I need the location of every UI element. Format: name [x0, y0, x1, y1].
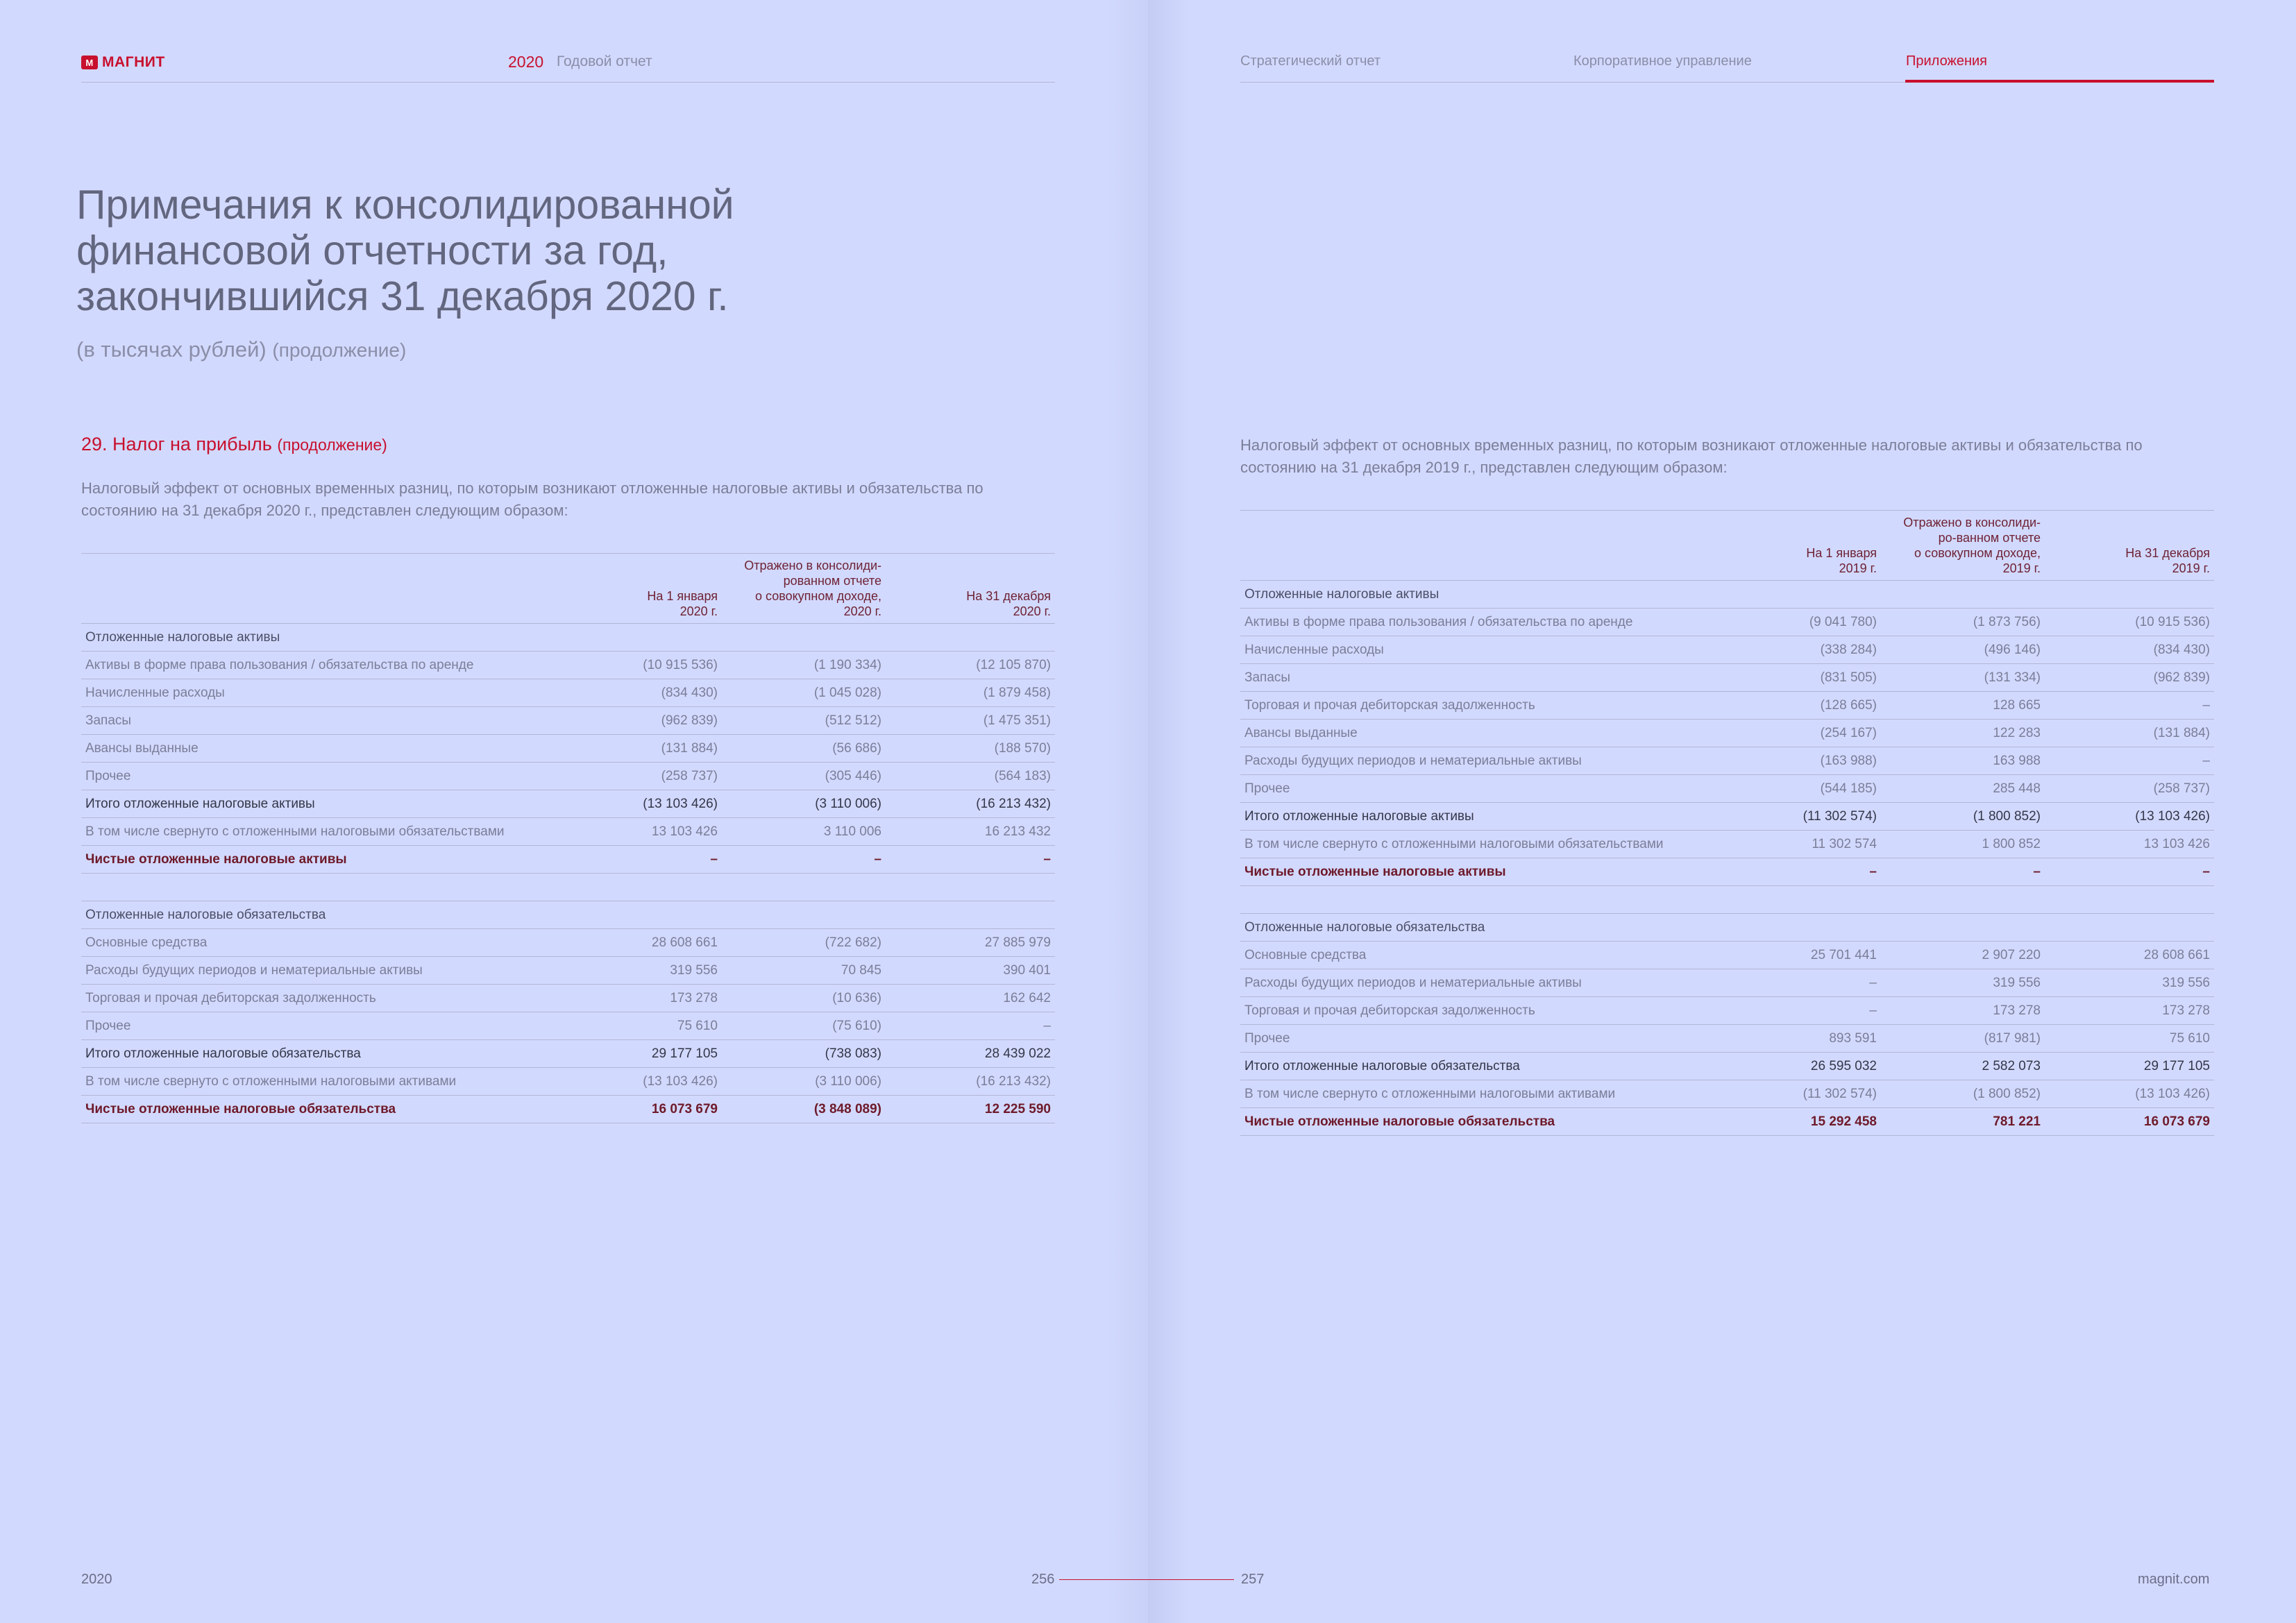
cell-value: (3 110 006) [722, 790, 886, 818]
cell-value: 162 642 [886, 985, 1055, 1012]
row-label: Запасы [81, 707, 556, 735]
cell-value: – [722, 846, 886, 874]
cell-value: (817 981) [1881, 1025, 2045, 1053]
table-row [81, 957, 1055, 985]
table-row [81, 679, 1055, 707]
cell-value [1881, 914, 2045, 942]
row-label [1240, 886, 1715, 914]
row-label: Авансы выданные [81, 735, 556, 763]
table-row [81, 624, 1055, 652]
col-header-line: На 31 декабря [966, 589, 1051, 603]
col-header-line: На 1 января [647, 589, 718, 603]
cell-value: (10 636) [722, 985, 886, 1012]
cell-value: 319 556 [556, 957, 722, 985]
row-label: Итого отложенные налоговые обязательства [81, 1040, 556, 1068]
cell-value: 12 225 590 [886, 1096, 1055, 1123]
cell-value: (962 839) [2045, 664, 2214, 692]
footer-site-link[interactable]: magnit.com [2138, 1572, 2210, 1587]
cell-value: (338 284) [1715, 636, 1881, 664]
row-label: Прочее [1240, 775, 1715, 803]
table-row [81, 763, 1055, 790]
cell-value: (258 737) [2045, 775, 2214, 803]
cell-value: (1 190 334) [722, 652, 886, 679]
table-row [81, 874, 1055, 901]
cell-value: 390 401 [886, 957, 1055, 985]
col-header-line: 2020 г. [843, 604, 881, 618]
cell-value: (10 915 536) [2045, 609, 2214, 636]
cell-value: 128 665 [1881, 692, 2045, 720]
cell-value: (13 103 426) [2045, 803, 2214, 831]
row-label: Отложенные налоговые активы [81, 624, 556, 652]
cell-value: (131 884) [2045, 720, 2214, 747]
col-header-line: о совокупном доходе, [755, 589, 881, 603]
cell-value: – [1715, 858, 1881, 886]
cell-value: 781 221 [1881, 1108, 2045, 1136]
page-number-left: 256 [1031, 1572, 1055, 1587]
cell-value [886, 901, 1055, 929]
cell-value [556, 901, 722, 929]
row-label: Расходы будущих периодов и нематериальные активы [1240, 969, 1715, 997]
col-header-line: Отражено в консолиди- [1903, 516, 2041, 529]
section-title-text: 29. Налог на прибыль [81, 434, 272, 454]
row-label: Основные средства [81, 929, 556, 957]
row-label: Активы в форме права пользования / обязательства по аренде [81, 652, 556, 679]
header-year: 2020 [508, 53, 544, 71]
row-label: Запасы [1240, 664, 1715, 692]
cell-value: (9 041 780) [1715, 609, 1881, 636]
col-header-change [1881, 511, 2045, 581]
table-row [81, 1096, 1055, 1123]
cell-value: (16 213 432) [886, 1068, 1055, 1096]
row-label [81, 874, 556, 901]
cell-value: 319 556 [1881, 969, 2045, 997]
table-row [1240, 858, 2214, 886]
cell-value: (10 915 536) [556, 652, 722, 679]
row-label: Прочее [81, 1012, 556, 1040]
page-title: Примечания к консолидированной финансовой отчетности за год, закончившийся 31 декабря 2020 г. [76, 182, 734, 319]
col-header-line: 2020 г. [679, 604, 718, 618]
cell-value: (258 737) [556, 763, 722, 790]
col-header-line: 2019 г. [2002, 561, 2041, 575]
cell-value: – [886, 846, 1055, 874]
table-row [81, 901, 1055, 929]
row-label: Торговая и прочая дебиторская задолженность [1240, 997, 1715, 1025]
cell-value: (11 302 574) [1715, 803, 1881, 831]
table-row [1240, 969, 2214, 997]
cell-value: 2 582 073 [1881, 1053, 2045, 1080]
cell-value: (16 213 432) [886, 790, 1055, 818]
row-label: Начисленные расходы [1240, 636, 1715, 664]
header-blank [81, 554, 556, 624]
deferred-tax-table-2020 [81, 553, 1055, 1123]
table-row [1240, 1080, 2214, 1108]
table-row [81, 818, 1055, 846]
cell-value: (75 610) [722, 1012, 886, 1040]
cell-value [722, 624, 886, 652]
table-row [1240, 692, 2214, 720]
col-header-change [722, 554, 886, 624]
cell-value [886, 624, 1055, 652]
cell-value [886, 874, 1055, 901]
cell-value [1715, 581, 1881, 609]
nav-strategic-report[interactable]: Стратегический отчет [1240, 53, 1381, 69]
cell-value: (254 167) [1715, 720, 1881, 747]
cell-value: (128 665) [1715, 692, 1881, 720]
table-row [81, 652, 1055, 679]
table-row [1240, 664, 2214, 692]
cell-value: – [886, 1012, 1055, 1040]
col-header-end [886, 554, 1055, 624]
nav-appendices[interactable]: Приложения [1906, 53, 1988, 69]
cell-value: – [2045, 858, 2214, 886]
cell-value: 122 283 [1881, 720, 2045, 747]
table-row [1240, 942, 2214, 969]
col-header-line: рованном отчете [783, 574, 881, 588]
row-label: В том числе свернуто с отложенными налоговыми обязательствами [81, 818, 556, 846]
cell-value: 16 213 432 [886, 818, 1055, 846]
cell-value: – [1715, 997, 1881, 1025]
cell-value: (512 512) [722, 707, 886, 735]
cell-value: 25 701 441 [1715, 942, 1881, 969]
col-header-start [1715, 511, 1881, 581]
page-number-divider [1059, 1579, 1234, 1580]
deferred-tax-table-2019 [1240, 510, 2214, 1136]
cell-value: – [1881, 858, 2045, 886]
cell-value: (305 446) [722, 763, 886, 790]
cell-value: 3 110 006 [722, 818, 886, 846]
row-label: Итого отложенные налоговые обязательства [1240, 1053, 1715, 1080]
cell-value: 28 608 661 [556, 929, 722, 957]
row-label: В том числе свернуто с отложенными налоговыми обязательствами [1240, 831, 1715, 858]
cell-value: 27 885 979 [886, 929, 1055, 957]
cell-value: 15 292 458 [1715, 1108, 1881, 1136]
row-label: Отложенные налоговые активы [1240, 581, 1715, 609]
header-doc-name: Годовой отчет [557, 53, 652, 69]
cell-value: (564 183) [886, 763, 1055, 790]
magnit-logo-icon: М [81, 56, 98, 69]
cell-value: 173 278 [556, 985, 722, 1012]
cell-value [556, 624, 722, 652]
cell-value: (962 839) [556, 707, 722, 735]
table-row [81, 1068, 1055, 1096]
cell-value: 29 177 105 [556, 1040, 722, 1068]
col-header-line: На 1 января [1806, 546, 1877, 560]
cell-value: (13 103 426) [556, 1068, 722, 1096]
cell-value: (12 105 870) [886, 652, 1055, 679]
table-row [81, 1012, 1055, 1040]
cell-value: (1 879 458) [886, 679, 1055, 707]
table-row [1240, 1108, 2214, 1136]
page-number-right: 257 [1241, 1572, 1265, 1587]
table-row [1240, 886, 2214, 914]
table-row [81, 929, 1055, 957]
table-row [1240, 720, 2214, 747]
cell-value: (11 302 574) [1715, 1080, 1881, 1108]
table-row [1240, 803, 2214, 831]
cell-value: 893 591 [1715, 1025, 1881, 1053]
table-row [1240, 775, 2214, 803]
row-label: Торговая и прочая дебиторская задолженность [81, 985, 556, 1012]
table-row [1240, 831, 2214, 858]
cell-value: 163 988 [1881, 747, 2045, 775]
cell-value: 28 608 661 [2045, 942, 2214, 969]
cell-value: 319 556 [2045, 969, 2214, 997]
cell-value: (131 334) [1881, 664, 2045, 692]
cell-value: (738 083) [722, 1040, 886, 1068]
row-label: Прочее [81, 763, 556, 790]
cell-value: (13 103 426) [556, 790, 722, 818]
subtitle-units: (в тысячах рублей) [76, 337, 267, 362]
cell-value [1881, 886, 2045, 914]
cell-value: (544 185) [1715, 775, 1881, 803]
row-label: Итого отложенные налоговые активы [81, 790, 556, 818]
section-title [81, 434, 387, 455]
col-header-end [2045, 511, 2214, 581]
cell-value: (131 884) [556, 735, 722, 763]
row-label: В том числе свернуто с отложенными налоговыми активами [1240, 1080, 1715, 1108]
row-label: Отложенные налоговые обязательства [1240, 914, 1715, 942]
cell-value: (834 430) [2045, 636, 2214, 664]
cell-value: (1 873 756) [1881, 609, 2045, 636]
row-label: Отложенные налоговые обязательства [81, 901, 556, 929]
table-row [81, 735, 1055, 763]
cell-value: 75 610 [2045, 1025, 2214, 1053]
table-row [1240, 1025, 2214, 1053]
cell-value: (722 682) [722, 929, 886, 957]
row-label: Основные средства [1240, 942, 1715, 969]
cell-value: 75 610 [556, 1012, 722, 1040]
cell-value: 173 278 [2045, 997, 2214, 1025]
row-label: Расходы будущих периодов и нематериальные активы [1240, 747, 1715, 775]
table-row [1240, 914, 2214, 942]
left-intro: Налоговый эффект от основных временных разниц, по которым возникают отложенные налоговые активы и обязательства по состоянию на 31 декабря 2020 г., представлен следующим образом: [81, 479, 984, 519]
table-row [81, 1040, 1055, 1068]
cell-value [1715, 886, 1881, 914]
row-label: Чистые отложенные налоговые обязательства [1240, 1108, 1715, 1136]
col-header-start [556, 554, 722, 624]
row-label: Итого отложенные налоговые активы [1240, 803, 1715, 831]
table-row [1240, 609, 2214, 636]
cell-value: (834 430) [556, 679, 722, 707]
cell-value: – [2045, 692, 2214, 720]
footer-year: 2020 [81, 1572, 112, 1587]
table-row [1240, 997, 2214, 1025]
row-label: Авансы выданные [1240, 720, 1715, 747]
cell-value: 2 907 220 [1881, 942, 2045, 969]
header-blank [1240, 511, 1715, 581]
page-gutter-left [1106, 0, 1148, 1623]
cell-value: 29 177 105 [2045, 1053, 2214, 1080]
table-header-row [81, 554, 1055, 624]
col-header-line: ро-ванном отчете [1938, 531, 2041, 545]
cell-value: (13 103 426) [2045, 1080, 2214, 1108]
cell-value: – [556, 846, 722, 874]
row-label: Прочее [1240, 1025, 1715, 1053]
cell-value: (1 045 028) [722, 679, 886, 707]
table-row [81, 707, 1055, 735]
cell-value: 13 103 426 [2045, 831, 2214, 858]
table-row [1240, 1053, 2214, 1080]
cell-value: (1 800 852) [1881, 803, 2045, 831]
cell-value: (3 848 089) [722, 1096, 886, 1123]
cell-value: 1 800 852 [1881, 831, 2045, 858]
cell-value [2045, 914, 2214, 942]
col-header-line: 2020 г. [1013, 604, 1051, 618]
cell-value: (1 475 351) [886, 707, 1055, 735]
row-label: Активы в форме права пользования / обязательства по аренде [1240, 609, 1715, 636]
logo-text: МАГНИТ [102, 54, 165, 70]
table-row [1240, 636, 2214, 664]
cell-value [556, 874, 722, 901]
cell-value: 13 103 426 [556, 818, 722, 846]
cell-value: 70 845 [722, 957, 886, 985]
col-header-line: 2019 г. [2172, 561, 2210, 575]
row-label: Торговая и прочая дебиторская задолженность [1240, 692, 1715, 720]
table-row [81, 985, 1055, 1012]
nav-corporate-governance[interactable]: Корпоративное управление [1573, 53, 1752, 69]
page-gutter-right [1148, 0, 1190, 1623]
table-row [1240, 747, 2214, 775]
col-header-line: о совокупном доходе, [1914, 546, 2041, 560]
row-label: Расходы будущих периодов и нематериальные активы [81, 957, 556, 985]
col-header-line: Отражено в консолиди- [744, 559, 881, 572]
cell-value: – [1715, 969, 1881, 997]
cell-value [2045, 581, 2214, 609]
col-header-line: 2019 г. [1839, 561, 1877, 575]
table-row [81, 846, 1055, 874]
right-intro: Налоговый эффект от основных временных разниц, по которым возникают отложенные налоговые активы и обязательства по состоянию на 31 декабря 2019 г., представлен следующим образом: [1240, 436, 2143, 476]
row-label: Чистые отложенные налоговые обязательства [81, 1096, 556, 1123]
row-label: Чистые отложенные налоговые активы [81, 846, 556, 874]
cell-value: 285 448 [1881, 775, 2045, 803]
cell-value: (3 110 006) [722, 1068, 886, 1096]
cell-value: (1 800 852) [1881, 1080, 2045, 1108]
cell-value [1881, 581, 2045, 609]
cell-value: (831 505) [1715, 664, 1881, 692]
magnit-logo[interactable] [81, 54, 165, 71]
cell-value [722, 874, 886, 901]
cell-value: 26 595 032 [1715, 1053, 1881, 1080]
subtitle-continued: (продолжение) [272, 339, 407, 361]
table-row [81, 790, 1055, 818]
cell-value: 16 073 679 [2045, 1108, 2214, 1136]
section-title-continued: (продолжение) [277, 436, 387, 454]
cell-value: (496 146) [1881, 636, 2045, 664]
page-subtitle [76, 337, 406, 362]
cell-value: – [2045, 747, 2214, 775]
cell-value: 173 278 [1881, 997, 2045, 1025]
cell-value [722, 901, 886, 929]
cell-value: 16 073 679 [556, 1096, 722, 1123]
cell-value: 28 439 022 [886, 1040, 1055, 1068]
col-header-line: На 31 декабря [2125, 546, 2210, 560]
cell-value: (56 686) [722, 735, 886, 763]
table-header-row [1240, 511, 2214, 581]
cell-value [1715, 914, 1881, 942]
cell-value: (188 570) [886, 735, 1055, 763]
cell-value: (163 988) [1715, 747, 1881, 775]
row-label: Чистые отложенные налоговые активы [1240, 858, 1715, 886]
header-divider-left [81, 82, 1055, 83]
row-label: В том числе свернуто с отложенными налоговыми активами [81, 1068, 556, 1096]
table-row [1240, 581, 2214, 609]
row-label: Начисленные расходы [81, 679, 556, 707]
nav-active-indicator [1905, 80, 2214, 83]
cell-value [2045, 886, 2214, 914]
cell-value: 11 302 574 [1715, 831, 1881, 858]
